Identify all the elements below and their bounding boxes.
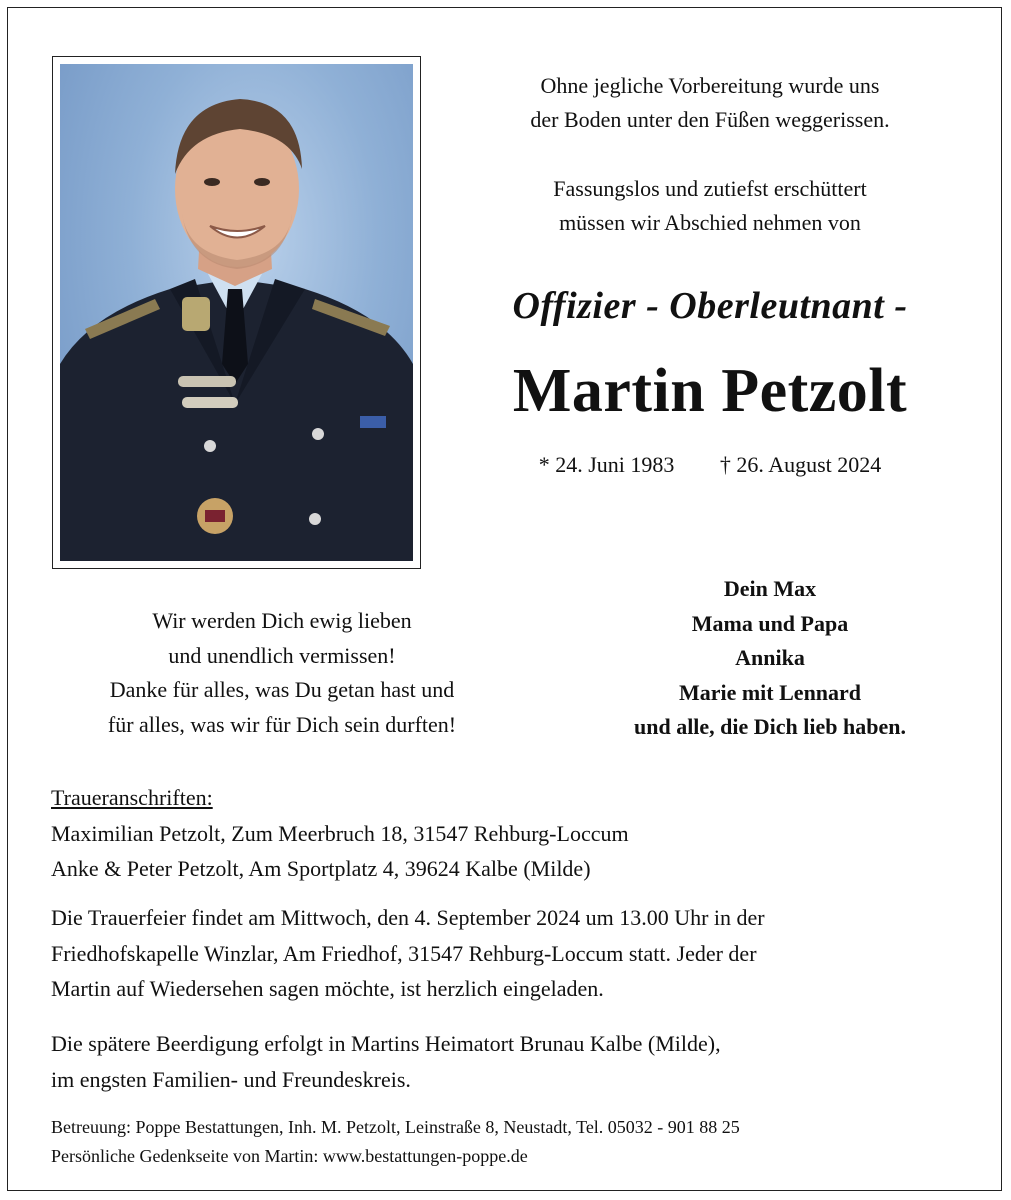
addresses-block — [51, 780, 971, 887]
portrait-photo — [60, 64, 413, 561]
ceremony-line: Martin auf Wiedersehen sagen möchte, ist herzlich eingeladen. — [51, 976, 604, 1001]
burial-block — [51, 1026, 971, 1097]
intro-line: müssen wir Abschied nehmen von — [559, 210, 861, 235]
intro-block-1 — [440, 69, 980, 137]
intro-line: Fassungslos und zutiefst erschüttert — [553, 176, 867, 201]
rank-title: Offizier - Oberleutnant - — [512, 285, 908, 327]
address-line: Anke & Peter Petzolt, Am Sportplatz 4, 39624 Kalbe (Milde) — [51, 856, 591, 881]
intro-line: der Boden unter den Füßen weggerissen. — [530, 107, 890, 132]
intro-line: Ohne jegliche Vorbereitung wurde uns — [540, 73, 880, 98]
burial-line: Die spätere Beerdigung erfolgt in Martins Heimatort Brunau Kalbe (Milde), — [51, 1031, 721, 1056]
funeral-home-line: Betreuung: Poppe Bestattungen, Inh. M. Petzolt, Leinstraße 8, Neustadt, Tel. 05032 - 901 88 25 — [51, 1117, 740, 1137]
portrait-frame — [52, 56, 421, 569]
mourner: Mama und Papa — [691, 610, 849, 636]
love-line: Wir werden Dich ewig lieben — [152, 608, 412, 633]
deceased-name: Martin Petzolt — [512, 357, 908, 425]
love-message — [62, 604, 502, 742]
mourners-list — [570, 572, 970, 745]
love-line: für alles, was wir für Dich sein durften! — [107, 711, 457, 737]
portrait-illustration — [60, 64, 413, 561]
footer — [51, 1113, 981, 1171]
death-date: † 26. August 2024 — [719, 452, 882, 477]
ceremony-line: Friedhofskapelle Winzlar, Am Friedhof, 31547 Rehburg-Loccum statt. Jeder der — [51, 940, 757, 966]
ceremony-line: Die Trauerfeier findet am Mittwoch, den 4. September 2024 um 13.00 Uhr in der — [51, 905, 765, 930]
mourner: Annika — [735, 645, 805, 670]
memorial-page-line: Persönliche Gedenkseite von Martin: www.bestattungen-poppe.de — [51, 1146, 528, 1166]
love-line: und unendlich vermissen! — [168, 642, 396, 668]
life-dates — [440, 452, 980, 478]
burial-line: im engsten Familien- und Freundeskreis. — [51, 1066, 411, 1092]
address-line: Maximilian Petzolt, Zum Meerbruch 18, 31547 Rehburg-Loccum — [51, 820, 629, 846]
birth-date: * 24. Juni 1983 — [538, 452, 675, 477]
mourner: Dein Max — [723, 576, 817, 601]
love-line: Danke für alles, was Du getan hast und — [109, 677, 455, 702]
mourner: und alle, die Dich lieb haben. — [633, 714, 906, 739]
mourner: Marie mit Lennard — [678, 679, 862, 705]
addresses-heading: Traueranschriften: — [51, 785, 213, 810]
ceremony-block — [51, 900, 971, 1007]
intro-block-2 — [440, 172, 980, 240]
